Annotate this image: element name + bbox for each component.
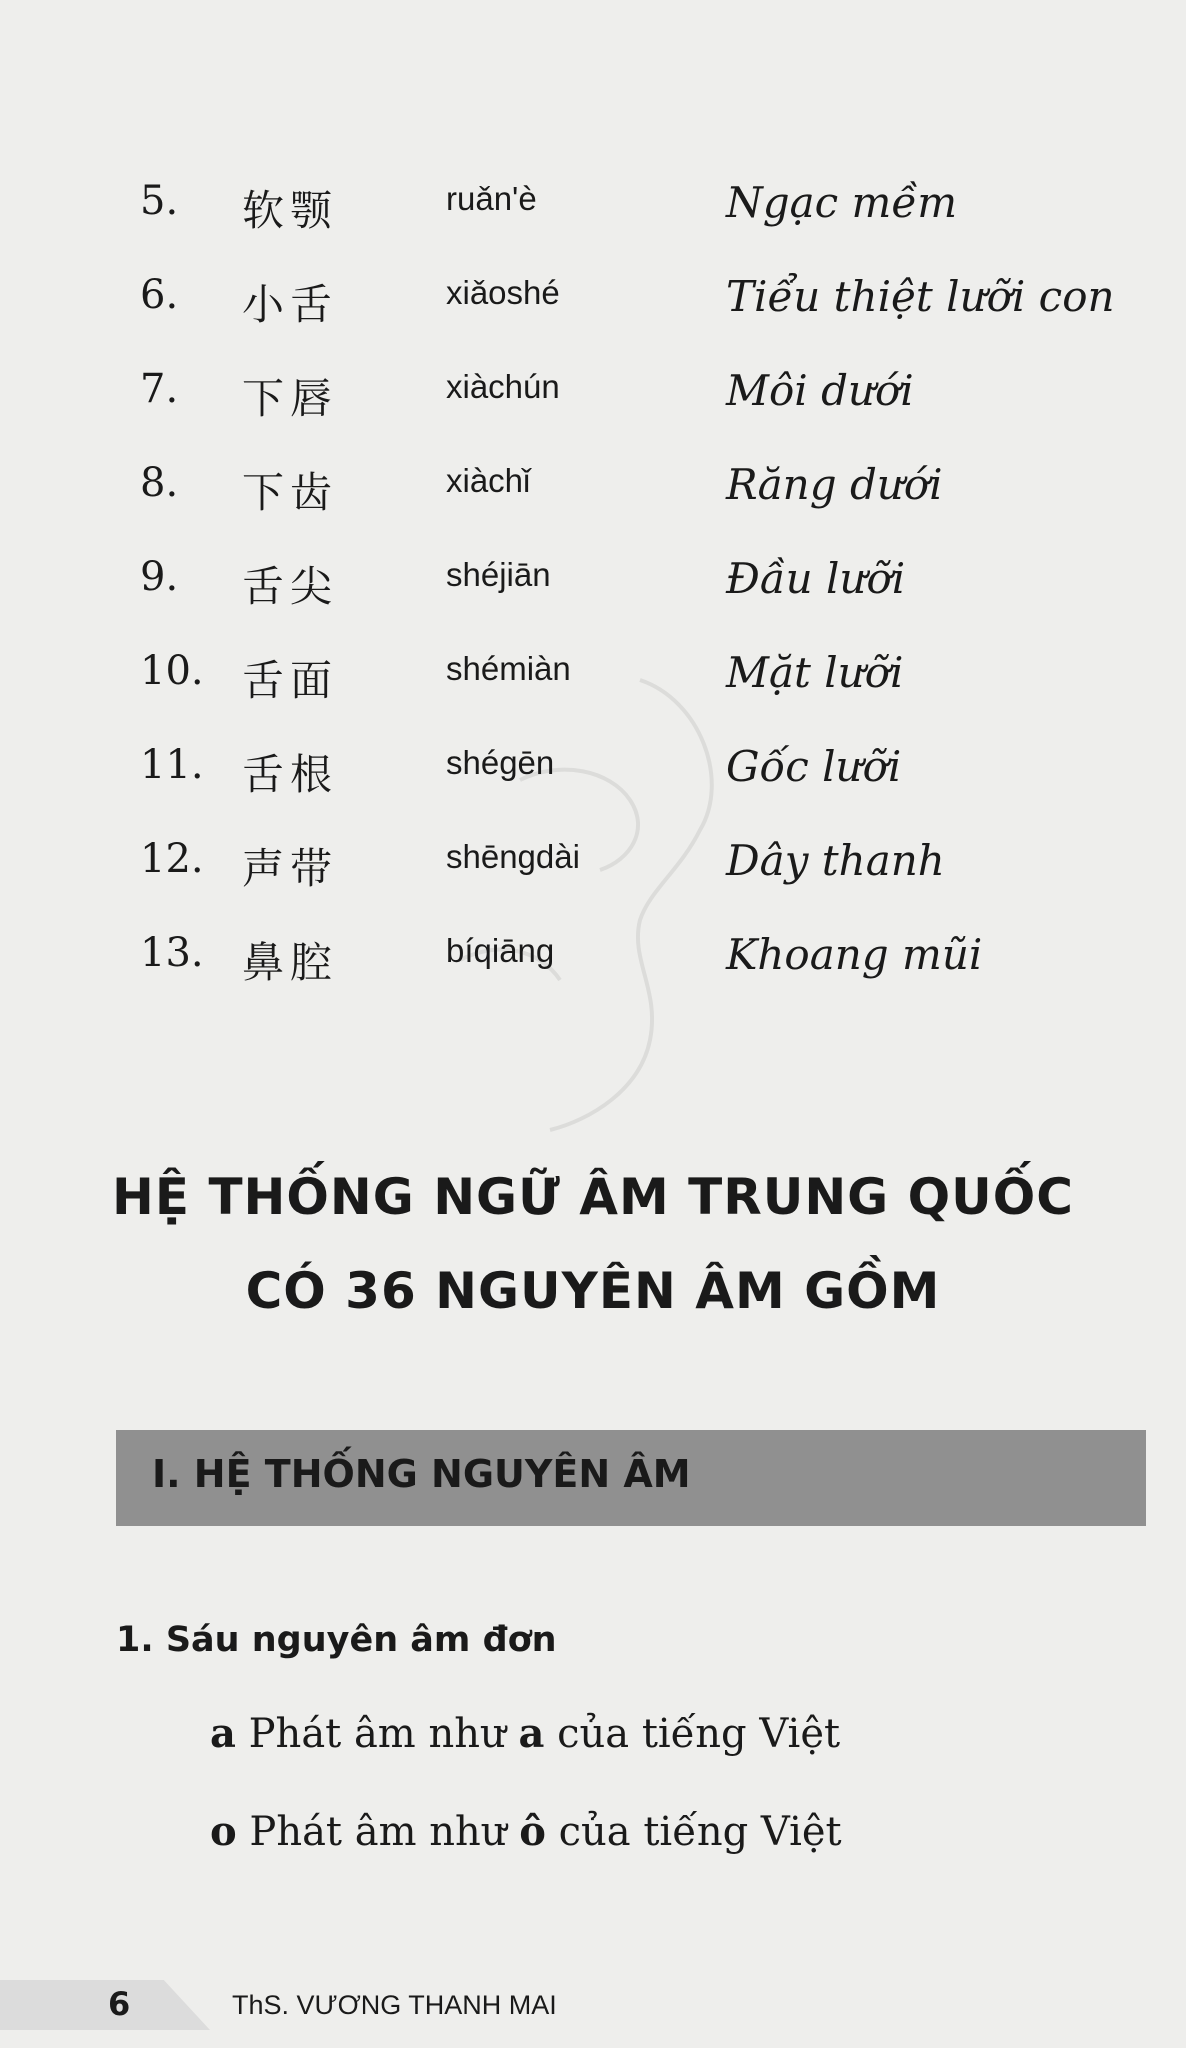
vocab-meaning: Đầu lưỡi	[726, 554, 906, 603]
vocab-number: 13.	[140, 930, 204, 976]
vocab-pinyin: bíqiāng	[446, 932, 555, 969]
page-number: 6	[108, 1985, 131, 2023]
vowel-text-before: Phát âm như	[235, 1711, 519, 1757]
vocab-number: 7.	[140, 366, 179, 412]
vocab-hanzi: 舌根	[242, 750, 339, 799]
footer-author: ThS. VƯƠNG THANH MAI	[232, 1990, 557, 2020]
vocab-meaning: Môi dưới	[726, 366, 914, 415]
vocab-pinyin: xiǎoshé	[446, 274, 560, 311]
footer-tab	[0, 1980, 210, 2030]
vocab-pinyin: shémiàn	[446, 650, 571, 687]
vocab-hanzi: 舌尖	[242, 562, 339, 611]
vocab-pinyin: xiàchǐ	[446, 462, 531, 499]
subsection-title: 1. Sáu nguyên âm đơn	[116, 1620, 557, 1660]
vocab-hanzi: 鼻腔	[242, 938, 339, 987]
vocab-meaning: Tiểu thiệt lưỡi con	[726, 272, 1115, 321]
vocab-pinyin: xiàchún	[446, 368, 560, 405]
vowel-equivalent: ô	[519, 1808, 546, 1855]
vocab-meaning: Gốc lưỡi	[726, 742, 902, 791]
heading-line-2: CÓ 36 NGUYÊN ÂM GỒM	[245, 1262, 941, 1320]
vocab-row	[0, 554, 1186, 634]
vocab-row	[0, 366, 1186, 446]
vowel-line	[210, 1808, 842, 1855]
section-title: I. HỆ THỐNG NGUYÊN ÂM	[152, 1452, 691, 1496]
vocab-pinyin: shéjiān	[446, 556, 551, 593]
vowel-letter: o	[210, 1808, 237, 1855]
vocab-row	[0, 648, 1186, 728]
section-band	[116, 1430, 1146, 1526]
vowel-equivalent: a	[518, 1710, 545, 1757]
vocab-number: 5.	[140, 178, 179, 224]
vocab-meaning: Răng dưới	[726, 460, 943, 509]
vocab-number: 12.	[140, 836, 204, 882]
vocab-meaning: Dây thanh	[726, 836, 945, 885]
vowel-text-after: của tiếng Việt	[544, 1711, 841, 1757]
vocab-meaning: Ngạc mềm	[726, 178, 958, 227]
vocab-number: 10.	[140, 648, 204, 694]
vocab-row	[0, 930, 1186, 1010]
vocab-number: 8.	[140, 460, 179, 506]
vocab-hanzi: 舌面	[242, 656, 339, 705]
section-heading	[0, 1150, 1186, 1338]
vowel-line	[210, 1710, 840, 1757]
vocab-meaning: Mặt lưỡi	[726, 648, 904, 697]
vocab-number: 11.	[140, 742, 204, 788]
vowel-text-before: Phát âm như	[236, 1809, 520, 1855]
heading-line-1: HỆ THỐNG NGỮ ÂM TRUNG QUỐC	[112, 1168, 1074, 1226]
vocab-row	[0, 742, 1186, 822]
vocab-hanzi: 下唇	[242, 374, 339, 423]
vocab-row	[0, 460, 1186, 540]
vowel-letter: a	[210, 1710, 236, 1757]
vocab-pinyin: shēngdài	[446, 838, 580, 875]
vocab-meaning: Khoang mũi	[726, 930, 983, 979]
vocab-hanzi: 软颚	[242, 186, 339, 235]
vocab-row	[0, 836, 1186, 916]
vocab-hanzi: 下齿	[242, 468, 339, 517]
vocab-number: 6.	[140, 272, 179, 318]
vocab-hanzi: 小舌	[242, 280, 339, 329]
vocab-row	[0, 272, 1186, 352]
vocab-number: 9.	[140, 554, 179, 600]
vocab-pinyin: shégēn	[446, 744, 555, 781]
vocab-row	[0, 178, 1186, 258]
vocab-pinyin: ruǎn'è	[446, 180, 537, 217]
vowel-text-after: của tiếng Việt	[545, 1809, 842, 1855]
vocab-hanzi: 声带	[242, 844, 339, 893]
